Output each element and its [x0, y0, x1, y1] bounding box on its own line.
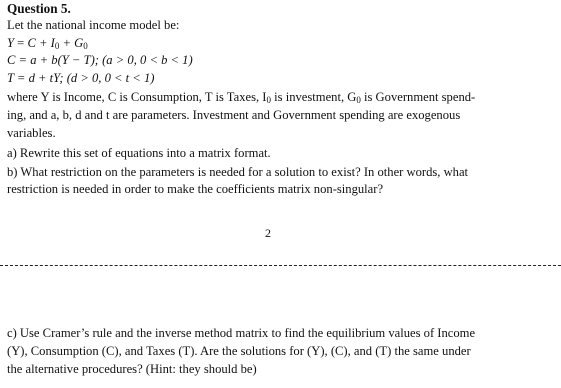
part-c-line-3: the alternative procedures? (Hint: they should be): [7, 362, 257, 376]
question-title: Question 5.: [7, 1, 71, 16]
equation-income-rhs-b: + G: [59, 36, 84, 50]
intro-text: Let the national income model be:: [7, 18, 180, 32]
equation-consumption: C = a + b(Y − T); (a > 0, 0 < b < 1): [7, 53, 193, 67]
equation-income-lhs: Y: [7, 36, 15, 50]
definitions-sub-i: 0: [266, 95, 271, 105]
definitions-line-3: variables.: [7, 126, 56, 140]
definitions-line-1: [7, 90, 475, 105]
part-b-line-1: b) What restriction on the parameters is needed for a solution to exist? In other words, what: [7, 165, 469, 179]
equation-income-rhs-a: C + I: [27, 36, 55, 50]
definitions-line-2: ing, and a, b, d and t are parameters. Investment and Government spending are exogenous: [7, 108, 461, 122]
part-a-text: a) Rewrite this set of equations into a matrix format.: [7, 146, 271, 160]
part-b-line-2: restriction is needed in order to make the coefficients matrix non-singular?: [7, 182, 384, 196]
equation-income: $Y = C + I_0 + G_0$: [7, 36, 88, 51]
definitions-line-1-start: where Y is Income, C is Consumption, T is Taxes, I: [7, 90, 267, 104]
definitions-line-1-end: is Government spend-: [360, 90, 476, 104]
page-break-divider: [0, 265, 561, 266]
equation-income-sub-g: 0: [83, 41, 88, 51]
definitions-sub-g: 0: [356, 95, 361, 105]
equation-income-sub-i: 0: [54, 41, 60, 51]
page-number: 2: [265, 226, 271, 240]
part-c-line-2: (Y), Consumption (C), and Taxes (T). Are the solutions for (Y), (C), and (T) the same under: [7, 344, 471, 358]
equation-taxes: T = d + tY; (d > 0, 0 < t < 1): [7, 71, 155, 85]
part-c-line-1: c) Use Cramer’s rule and the inverse method matrix to find the equilibrium values of Income: [7, 326, 476, 340]
definitions-line-1-mid: is investment, G: [271, 90, 357, 104]
